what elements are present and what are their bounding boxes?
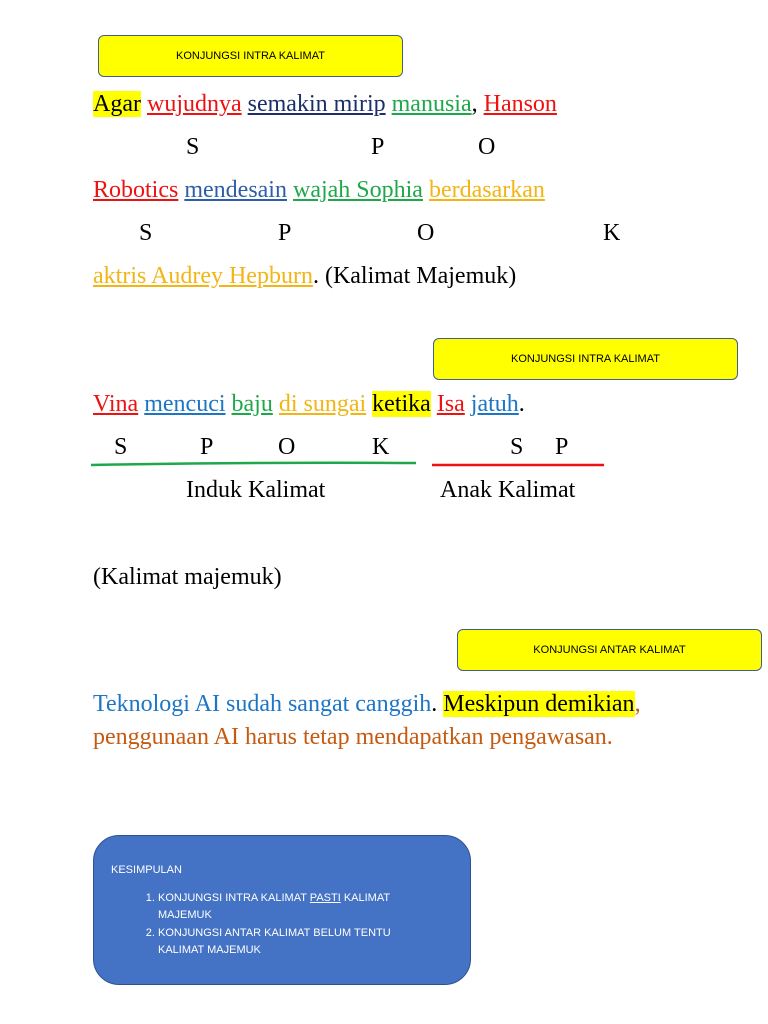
period: . <box>431 691 438 717</box>
sentence3-part1: Teknologi AI sudah sangat canggih <box>93 691 432 717</box>
summary-title: KESIMPULAN <box>111 864 182 876</box>
callout-intra-kalimat-1 <box>98 35 403 77</box>
role-o: O <box>417 220 435 246</box>
period: . <box>518 391 525 417</box>
summary-item-2: 2. KONJUNGSI ANTAR KALIMAT BELUM TENTU KALIMAT MAJEMUK <box>158 925 428 959</box>
summary-item-1-emphasis: PASTI <box>309 892 341 904</box>
callout-label: KONJUNGSI INTRA KALIMAT <box>176 50 325 62</box>
summary-box <box>93 835 471 985</box>
role-s: S <box>510 434 524 460</box>
summary-item-1 <box>158 890 428 924</box>
callout-antar-kalimat <box>457 629 762 671</box>
sentence3-part2: , penggunaan AI harus tetap mendapatkan pengawasan. <box>93 691 641 750</box>
sentence1-line3 <box>93 261 516 291</box>
word-wajah-sophia: wajah Sophia <box>292 177 423 203</box>
role-o: O <box>278 434 296 460</box>
sentence1-note: . (Kalimat Majemuk) <box>312 263 517 289</box>
role-k: K <box>603 220 621 246</box>
word-jatuh: jatuh <box>470 391 519 417</box>
summary-item-1-start: KONJUNGSI INTRA KALIMAT <box>158 892 310 904</box>
summary-item-1-end: KALIMAT MAJEMUK <box>158 892 390 921</box>
word-hanson: Hanson <box>483 91 557 117</box>
role-s: S <box>114 434 128 460</box>
sentence1-line1 <box>93 89 557 119</box>
word-mendesain: mendesain <box>184 177 287 203</box>
sentence2-line <box>93 389 525 419</box>
comma: , <box>471 91 478 117</box>
word-berdasarkan: berdasarkan <box>428 177 545 203</box>
main-clause-underline <box>91 463 416 465</box>
role-s: S <box>186 134 200 160</box>
word-ketika: ketika <box>372 391 431 417</box>
sentence3-paragraph <box>93 688 653 754</box>
word-baju: baju <box>231 391 273 417</box>
word-agar: Agar <box>93 91 141 117</box>
word-manusia: manusia <box>391 91 472 117</box>
word-aktris-audrey-hepburn: aktris Audrey Hepburn <box>93 263 313 289</box>
role-p: P <box>555 434 569 460</box>
role-p: P <box>200 434 214 460</box>
word-robotics: Robotics <box>93 177 179 203</box>
sentence2-note: (Kalimat majemuk) <box>93 564 282 590</box>
role-k: K <box>372 434 390 460</box>
conjunction-meskipun-demikian: Meskipun demikian <box>443 691 635 717</box>
role-s: S <box>139 220 153 246</box>
callout-label: KONJUNGSI INTRA KALIMAT <box>511 353 660 365</box>
sub-clause-label: Anak Kalimat <box>440 477 576 503</box>
sentence1-line2 <box>93 175 545 205</box>
callout-intra-kalimat-2 <box>433 338 738 380</box>
summary-list <box>128 890 428 960</box>
word-vina: Vina <box>93 391 139 417</box>
clause-underlines <box>0 455 768 475</box>
role-p: P <box>371 134 385 160</box>
role-o: O <box>478 134 496 160</box>
callout-label: KONJUNGSI ANTAR KALIMAT <box>533 644 686 656</box>
word-mencuci: mencuci <box>144 391 226 417</box>
word-di-sungai: di sungai <box>278 391 367 417</box>
word-semakin-mirip: semakin mirip <box>247 91 386 117</box>
role-p: P <box>278 220 292 246</box>
word-isa: Isa <box>436 391 465 417</box>
main-clause-label: Induk Kalimat <box>186 477 326 503</box>
word-wujudnya: wujudnya <box>146 91 242 117</box>
